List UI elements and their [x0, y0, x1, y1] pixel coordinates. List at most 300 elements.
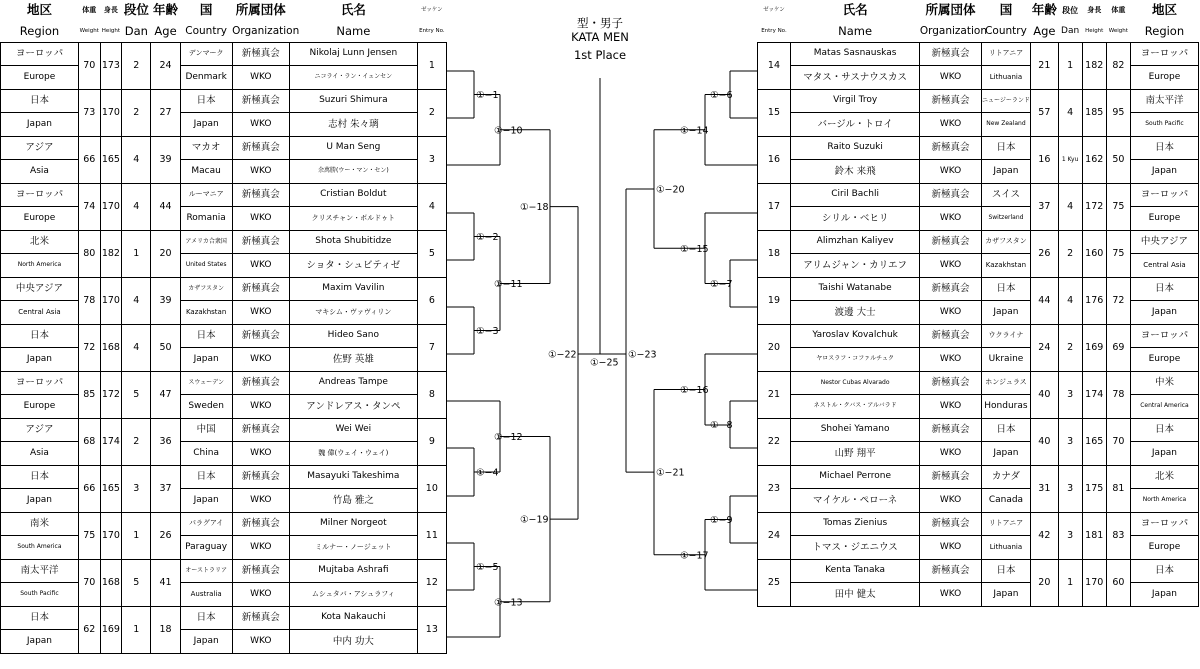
height-cell: 169: [100, 606, 122, 653]
entry-number: 19: [758, 277, 791, 324]
age-cell: 39: [151, 277, 180, 324]
entry-number: 12: [417, 559, 446, 606]
height-cell: 170: [100, 277, 122, 324]
dan-cell: 4: [122, 324, 151, 371]
age-cell: 20: [1031, 559, 1058, 606]
org-jp: 新極真会: [232, 183, 289, 207]
org-en: WKO: [232, 395, 289, 419]
name-en: Masayuki Takeshima: [289, 465, 417, 489]
height-cell: 176: [1082, 277, 1106, 324]
region-jp: ヨーロッパ: [1130, 183, 1198, 207]
name-en: Nestor Cubas Alvarado: [790, 371, 919, 395]
region-en: Europe: [1, 66, 79, 90]
country-en: Japan: [981, 583, 1030, 607]
name-en: Maxim Vavilin: [289, 277, 417, 301]
entry-header-jp: ゼッケン: [763, 6, 785, 13]
entry-number: 24: [758, 512, 791, 559]
org-jp: 新極真会: [232, 465, 289, 489]
country-en: Ukraine: [981, 348, 1030, 372]
dan-cell: 2: [122, 89, 151, 136]
region-jp: 日本: [1, 606, 79, 630]
dan-cell: 4: [122, 136, 151, 183]
table-row: [758, 324, 1199, 348]
height-cell: 165: [100, 136, 122, 183]
name-en: Virgil Troy: [790, 89, 919, 113]
match-label: ①−21: [656, 467, 685, 479]
country-en: Macau: [180, 160, 232, 184]
weight-cell: 66: [78, 465, 100, 512]
age-header-en: Age: [154, 23, 177, 38]
entry-number: 11: [417, 512, 446, 559]
height-cell: 165: [1082, 418, 1106, 465]
region-en: Japan: [1130, 583, 1198, 607]
org-jp: 新極真会: [920, 512, 981, 536]
age-cell: 16: [1031, 136, 1058, 183]
region-en: Japan: [1, 630, 79, 654]
height-cell: 170: [100, 183, 122, 230]
name-jp: 渡邊 大士: [790, 301, 919, 325]
dan-cell: 2: [1058, 230, 1082, 277]
dan-cell: 3: [1058, 371, 1082, 418]
country-jp: デンマーク: [180, 42, 232, 66]
age-cell: 44: [1031, 277, 1058, 324]
org-jp: 新極真会: [920, 324, 981, 348]
country-jp: パラグアイ: [180, 512, 232, 536]
height-cell: 162: [1082, 136, 1106, 183]
height-cell: 172: [100, 371, 122, 418]
entry-number: 21: [758, 371, 791, 418]
region-header-en: Region: [1144, 23, 1185, 38]
org-en: WKO: [920, 583, 981, 607]
country-jp: ウクライナ: [981, 324, 1030, 348]
weight-cell: 70: [78, 42, 100, 89]
org-jp: 新極真会: [232, 512, 289, 536]
match-label: ①−6: [710, 90, 733, 101]
match-label: ①−3: [476, 326, 499, 337]
match-label: ①−17: [680, 550, 709, 562]
org-en: WKO: [232, 489, 289, 513]
name-jp: 鈴木 来飛: [790, 160, 919, 184]
org-en: WKO: [232, 536, 289, 560]
name-jp: 田中 健太: [790, 583, 919, 607]
name-jp: 志村 朱々璃: [289, 113, 417, 137]
country-jp: 日本: [981, 136, 1030, 160]
weight-cell: 75: [1106, 183, 1130, 230]
region-jp: アジア: [1, 136, 79, 160]
weight-cell: 75: [78, 512, 100, 559]
name-jp: トマス・ジエニウス: [790, 536, 919, 560]
height-cell: 181: [1082, 512, 1106, 559]
age-cell: 47: [151, 371, 180, 418]
age-cell: 26: [1031, 230, 1058, 277]
region-en: Japan: [1130, 301, 1198, 325]
country-en: Sweden: [180, 395, 232, 419]
org-header-jp: 所属団体: [235, 2, 286, 18]
weight-cell: 50: [1106, 136, 1130, 183]
right-entry-table: [757, 0, 1199, 607]
country-jp: スイス: [981, 183, 1030, 207]
org-jp: 新極真会: [232, 89, 289, 113]
entry-number: 18: [758, 230, 791, 277]
match-label: ①−22: [548, 349, 577, 361]
org-jp: 新極真会: [232, 324, 289, 348]
match-label: ①−8: [710, 420, 733, 431]
country-jp: 日本: [180, 324, 232, 348]
height-cell: 173: [100, 42, 122, 89]
region-en: Asia: [1, 442, 79, 466]
table-row: [758, 418, 1199, 442]
dan-cell: 1: [122, 512, 151, 559]
age-cell: 37: [151, 465, 180, 512]
entry-number: 17: [758, 183, 791, 230]
match-label: ①−18: [520, 202, 549, 214]
org-jp: 新極真会: [232, 230, 289, 254]
entry-number: 7: [417, 324, 446, 371]
match-label: ①−2: [476, 232, 499, 243]
region-en: Europe: [1130, 536, 1198, 560]
weight-cell: 75: [1106, 230, 1130, 277]
entry-number: 13: [417, 606, 446, 653]
age-cell: 21: [1031, 42, 1058, 89]
table-row: [758, 254, 1199, 278]
org-jp: 新極真会: [232, 42, 289, 66]
table-row: [758, 348, 1199, 372]
height-cell: 170: [1082, 559, 1106, 606]
height-header-en: Height: [1085, 27, 1104, 34]
country-jp: オーストラリア: [180, 559, 232, 583]
org-jp: 新極真会: [232, 418, 289, 442]
weight-cell: 78: [78, 277, 100, 324]
org-en: WKO: [232, 348, 289, 372]
table-row: [758, 66, 1199, 90]
event-title-en: KATA MEN: [571, 29, 629, 44]
region-jp: 中央アジア: [1, 277, 79, 301]
name-jp: クリスチャン・ボルドゥト: [289, 207, 417, 231]
org-en: WKO: [920, 160, 981, 184]
weight-cell: 70: [1106, 418, 1130, 465]
region-en: North America: [1130, 489, 1198, 513]
weight-cell: 69: [1106, 324, 1130, 371]
country-jp: 日本: [981, 418, 1030, 442]
dan-cell: 1: [122, 230, 151, 277]
weight-cell: 80: [78, 230, 100, 277]
dan-cell: 4: [122, 183, 151, 230]
org-en: WKO: [232, 66, 289, 90]
org-en: WKO: [232, 630, 289, 654]
age-cell: 27: [151, 89, 180, 136]
age-cell: 20: [151, 230, 180, 277]
country-header-jp: 国: [999, 2, 1013, 18]
entry-number: 20: [758, 324, 791, 371]
dan-header-en: Dan: [124, 23, 148, 38]
country-en: Lithuania: [981, 66, 1030, 90]
country-jp: カナダ: [981, 465, 1030, 489]
org-en: WKO: [232, 301, 289, 325]
org-jp: 新極真会: [920, 183, 981, 207]
org-en: WKO: [232, 207, 289, 231]
table-row: [758, 42, 1199, 66]
weight-cell: 74: [78, 183, 100, 230]
age-cell: 36: [151, 418, 180, 465]
name-jp: ミルナー・ノージェット: [289, 536, 417, 560]
region-en: Europe: [1130, 348, 1198, 372]
region-jp: 日本: [1130, 559, 1198, 583]
height-cell: 160: [1082, 230, 1106, 277]
org-jp: 新極真会: [920, 230, 981, 254]
org-header-en: Organization: [232, 25, 300, 37]
name-header-jp: 氏名: [340, 2, 366, 18]
region-en: South America: [1, 536, 79, 560]
entry-number: 10: [417, 465, 446, 512]
country-en: Japan: [180, 489, 232, 513]
age-cell: 40: [1031, 371, 1058, 418]
age-cell: 24: [151, 42, 180, 89]
name-en: Suzuri Shimura: [289, 89, 417, 113]
region-en: Japan: [1130, 442, 1198, 466]
match-label: ①−9: [710, 515, 733, 526]
match-label: ①−19: [520, 514, 549, 526]
region-jp: 北米: [1130, 465, 1198, 489]
name-en: Andreas Tampe: [289, 371, 417, 395]
region-en: Japan: [1, 113, 79, 137]
country-header-jp: 国: [199, 2, 213, 18]
entry-header-en: Entry No.: [761, 27, 787, 34]
dan-cell: 1: [1058, 42, 1082, 89]
weight-cell: 72: [1106, 277, 1130, 324]
name-header-en: Name: [336, 23, 371, 38]
age-cell: 44: [151, 183, 180, 230]
org-en: WKO: [920, 348, 981, 372]
country-jp: アメリカ合衆国: [180, 230, 232, 254]
country-jp: 中国: [180, 418, 232, 442]
table-row: [758, 489, 1199, 513]
name-jp: マタス・サスナウスカス: [790, 66, 919, 90]
country-en: Romania: [180, 207, 232, 231]
name-header-en: Name: [838, 23, 873, 38]
match-label: ①−25: [590, 357, 619, 369]
country-jp: ニュージーランド: [981, 89, 1030, 113]
dan-cell: 2: [1058, 324, 1082, 371]
org-en: WKO: [920, 113, 981, 137]
entry-number: 8: [417, 371, 446, 418]
entry-number: 15: [758, 89, 791, 136]
age-cell: 41: [151, 559, 180, 606]
name-en: U Man Seng: [289, 136, 417, 160]
country-en: Kazakhstan: [180, 301, 232, 325]
name-jp: マキシム・ヴァヴィリン: [289, 301, 417, 325]
weight-cell: 82: [1106, 42, 1130, 89]
name-en: Matas Sasnauskas: [790, 42, 919, 66]
name-en: Ciril Bachli: [790, 183, 919, 207]
org-jp: 新極真会: [920, 136, 981, 160]
region-jp: 日本: [1130, 277, 1198, 301]
table-row: [758, 89, 1199, 113]
name-jp: ヤロスラフ・コファルチュク: [790, 348, 919, 372]
entry-header-jp: ゼッケン: [421, 6, 443, 13]
name-en: Hideo Sano: [289, 324, 417, 348]
match-label: ①−14: [680, 125, 709, 137]
name-en: Alimzhan Kaliyev: [790, 230, 919, 254]
region-en: North America: [1, 254, 79, 278]
region-jp: ヨーロッパ: [1130, 42, 1198, 66]
table-row: [758, 371, 1199, 395]
table-row: [758, 442, 1199, 466]
age-header-jp: 年齢: [153, 2, 179, 18]
weight-cell: 70: [78, 559, 100, 606]
age-cell: 31: [1031, 465, 1058, 512]
height-cell: 170: [100, 89, 122, 136]
country-en: China: [180, 442, 232, 466]
country-en: Denmark: [180, 66, 232, 90]
table-row: [758, 230, 1199, 254]
region-jp: 中米: [1130, 371, 1198, 395]
region-jp: 南太平洋: [1, 559, 79, 583]
name-jp: アンドレアス・タンペ: [289, 395, 417, 419]
country-jp: 日本: [180, 465, 232, 489]
table-row: [758, 183, 1199, 207]
table-row: [758, 136, 1199, 160]
height-cell: 185: [1082, 89, 1106, 136]
entry-number: 1: [417, 42, 446, 89]
region-en: Japan: [1130, 160, 1198, 184]
name-jp: ショタ・シュビティゼ: [289, 254, 417, 278]
name-jp: 山野 翔平: [790, 442, 919, 466]
weight-cell: 66: [78, 136, 100, 183]
table-row: [758, 160, 1199, 184]
org-jp: 新極真会: [920, 559, 981, 583]
name-en: Michael Perrone: [790, 465, 919, 489]
name-en: Kenta Tanaka: [790, 559, 919, 583]
country-en: New Zealand: [981, 113, 1030, 137]
match-label: ①−16: [680, 385, 709, 396]
entry-number: 3: [417, 136, 446, 183]
country-jp: リトアニア: [981, 512, 1030, 536]
height-cell: 165: [100, 465, 122, 512]
dan-cell: 4: [1058, 89, 1082, 136]
dan-header-jp: 段位: [123, 2, 149, 18]
country-jp: ルーマニア: [180, 183, 232, 207]
name-en: Wei Wei: [289, 418, 417, 442]
match-label: ①−12: [494, 432, 523, 443]
dan-cell: 3: [1058, 512, 1082, 559]
match-label: ①−10: [494, 125, 523, 137]
dan-header-en: Dan: [1061, 25, 1080, 36]
age-cell: 40: [1031, 418, 1058, 465]
name-jp: バージル・トロイ: [790, 113, 919, 137]
country-jp: リトアニア: [981, 42, 1030, 66]
region-jp: ヨーロッパ: [1130, 512, 1198, 536]
name-en: Mujtaba Ashrafi: [289, 559, 417, 583]
region-jp: 中央アジア: [1130, 230, 1198, 254]
height-header-jp: 身長: [103, 6, 118, 14]
region-en: Europe: [1, 395, 79, 419]
country-en: United States: [180, 254, 232, 278]
dan-cell: 1: [122, 606, 151, 653]
name-en: Shota Shubitidze: [289, 230, 417, 254]
name-en: Yaroslav Kovalchuk: [790, 324, 919, 348]
weight-cell: 95: [1106, 89, 1130, 136]
weight-cell: 62: [78, 606, 100, 653]
region-en: Japan: [1, 348, 79, 372]
entry-number: 5: [417, 230, 446, 277]
country-en: Japan: [180, 113, 232, 137]
org-en: WKO: [232, 254, 289, 278]
region-en: Europe: [1130, 66, 1198, 90]
region-jp: 日本: [1, 465, 79, 489]
country-en: Japan: [180, 630, 232, 654]
country-header-en: Country: [185, 25, 227, 37]
country-en: Switzerland: [981, 207, 1030, 231]
dan-cell: 5: [122, 559, 151, 606]
dan-cell: 4: [1058, 277, 1082, 324]
name-jp: 余萬勝(ウー・マン・セン): [289, 160, 417, 184]
event-title-jp: 型・男子: [577, 16, 623, 30]
weight-header-en: Weight: [79, 27, 99, 34]
dan-header-jp: 段位: [1062, 5, 1079, 15]
entry-number: 25: [758, 559, 791, 606]
org-jp: 新極真会: [920, 42, 981, 66]
region-jp: ヨーロッパ: [1, 42, 79, 66]
weight-cell: 78: [1106, 371, 1130, 418]
age-cell: 24: [1031, 324, 1058, 371]
org-jp: 新極真会: [920, 89, 981, 113]
region-jp: 北米: [1, 230, 79, 254]
country-en: Japan: [981, 160, 1030, 184]
entry-number: 16: [758, 136, 791, 183]
region-en: Central America: [1130, 395, 1198, 419]
weight-cell: 81: [1106, 465, 1130, 512]
table-row: [758, 113, 1199, 137]
country-jp: 日本: [180, 89, 232, 113]
dan-cell: 4: [1058, 183, 1082, 230]
org-header-jp: 所属団体: [925, 2, 976, 18]
match-label: ①−13: [494, 597, 523, 609]
weight-cell: 72: [78, 324, 100, 371]
height-cell: 169: [1082, 324, 1106, 371]
age-cell: 18: [151, 606, 180, 653]
height-cell: 172: [1082, 183, 1106, 230]
table-row: [758, 301, 1199, 325]
org-en: WKO: [232, 113, 289, 137]
height-header-jp: 身長: [1087, 6, 1102, 14]
age-header-jp: 年齢: [1031, 2, 1057, 18]
country-jp: カザフスタン: [180, 277, 232, 301]
region-en: Central Asia: [1130, 254, 1198, 278]
country-en: Japan: [981, 301, 1030, 325]
name-jp: マイケル・ペローネ: [790, 489, 919, 513]
age-cell: 37: [1031, 183, 1058, 230]
org-en: WKO: [920, 254, 981, 278]
match-label: ①−4: [476, 467, 499, 479]
region-header-jp: 地区: [26, 2, 52, 18]
dan-cell: 3: [1058, 465, 1082, 512]
height-cell: 175: [1082, 465, 1106, 512]
name-jp: 竹島 雅之: [289, 489, 417, 513]
match-label: ①−23: [628, 349, 657, 361]
country-en: Australia: [180, 583, 232, 607]
height-cell: 182: [100, 230, 122, 277]
dan-cell: 3: [122, 465, 151, 512]
name-jp: シリル・ベヒリ: [790, 207, 919, 231]
region-en: South Pacific: [1130, 113, 1198, 137]
height-cell: 170: [100, 512, 122, 559]
country-en: Canada: [981, 489, 1030, 513]
weight-cell: 73: [78, 89, 100, 136]
country-en: Japan: [981, 442, 1030, 466]
region-jp: 日本: [1130, 418, 1198, 442]
entry-number: 22: [758, 418, 791, 465]
entry-number: 14: [758, 42, 791, 89]
